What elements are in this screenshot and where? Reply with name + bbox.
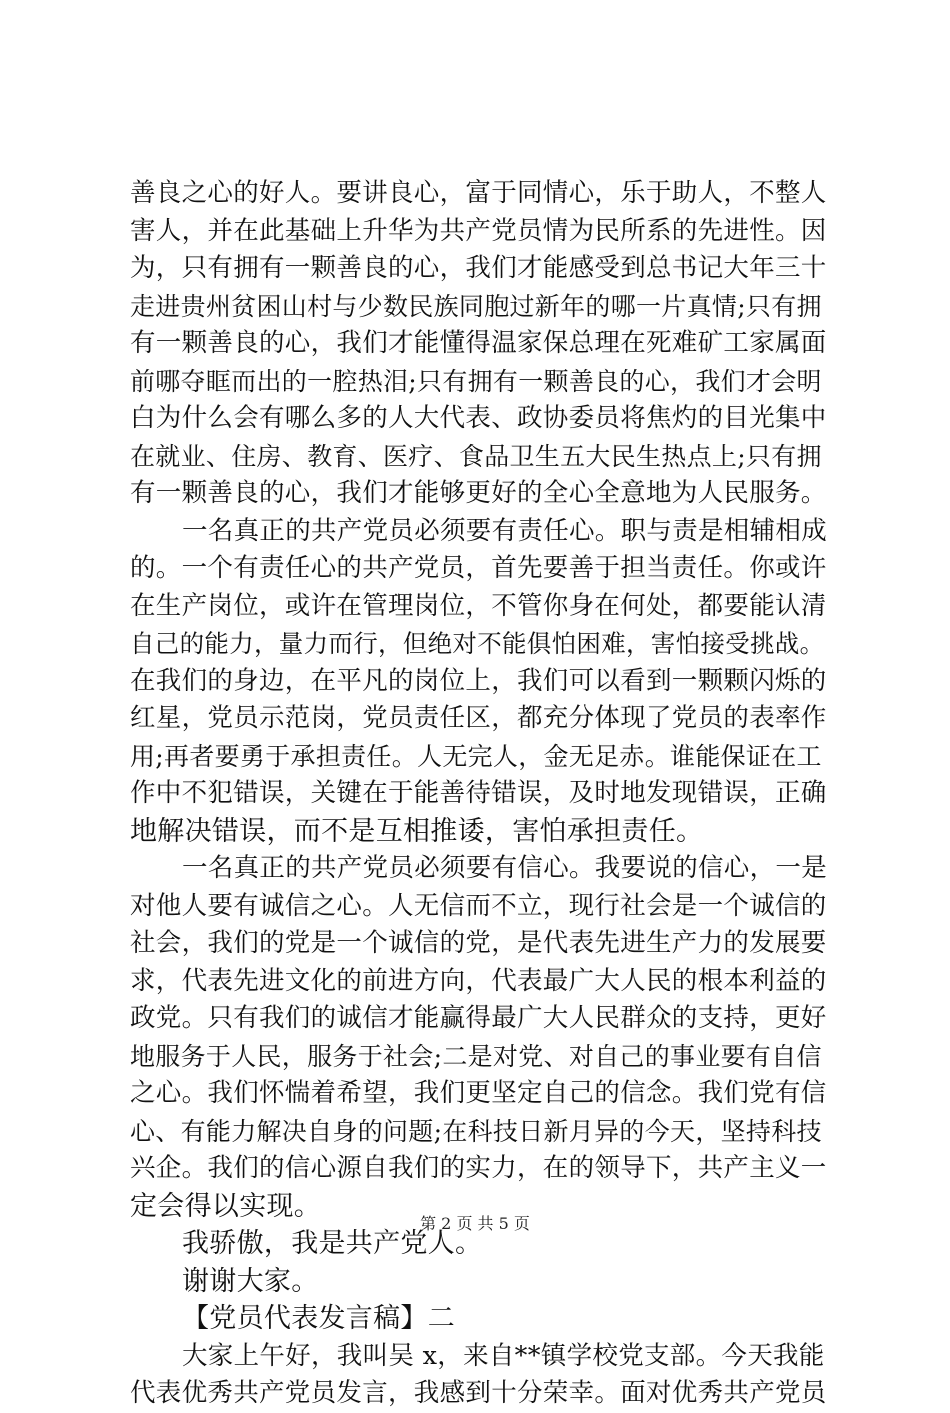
text-line: 代表优秀共产党员发言，我感到十分荣幸。面对优秀共产党员 [130, 1378, 827, 1408]
text-line: 的。一个有责任心的共产党员，首先要善于担当责任。你或许 [130, 553, 827, 583]
text-line: 谢谢大家。 [182, 1265, 319, 1297]
text-line: 心、有能力解决自身的问题;在科技日新月异的今天，坚持科技 [130, 1116, 822, 1146]
text-line: 白为什么会有哪么多的人大代表、政协委员将焦灼的目光集中 [130, 403, 827, 433]
text-line: 自己的能力，量力而行，但绝对不能俱怕困难，害怕接受挑战。 [130, 629, 825, 658]
text-line: 社会，我们的党是一个诚信的党，是代表先进生产力的发展要 [130, 928, 827, 958]
text-line: 善良之心的好人。要讲良心，富于同情心，乐于助人，不整人 [130, 178, 827, 208]
text-line: 在我们的身边，在平凡的岗位上，我们可以看到一颗颗闪烁的 [130, 665, 827, 696]
text-line: 用;再者要勇于承担责任。人无完人，金无足赤。谁能保证在工 [130, 741, 822, 771]
text-line: 地服务于人民，服务于社会;二是对党、对自己的事业要有自信 [130, 1041, 822, 1071]
text-line: 有一颗善良的心，我们才能够更好的全心全意地为人民服务。 [130, 478, 827, 508]
text-line: 大家上午好，我叫吴 x，来自**镇学校党支部。今天我能 [182, 1340, 825, 1371]
text-line: 为，只有拥有一颗善良的心，我们才能感受到总书记大年三十 [130, 253, 827, 283]
page-footer: 第 2 页 共 5 页 [420, 1214, 530, 1233]
text-line: 在就业、住房、教育、医疗、食品卫生五大民生热点上;只有拥 [130, 441, 822, 471]
text-line: 红星，党员示范岗，党员责任区，都充分体现了党员的表率作 [130, 703, 827, 733]
text-line: 在生产岗位，或许在管理岗位，不管你身在何处，都要能认清 [130, 590, 827, 621]
text-line: 之心。我们怀惴着希望，我们更坚定自己的信念。我们党有信 [130, 1078, 827, 1108]
text-line: 有一颗善良的心，我们才能懂得温家保总理在死难矿工家属面 [130, 328, 827, 358]
text-line: 害人，并在此基础上升华为共产党员情为民所系的先进性。因 [130, 215, 827, 246]
text-line: 地解决错误，而不是互相推诿，害怕承担责任。 [130, 815, 704, 847]
text-line: 我骄傲，我是共产党人。 [182, 1228, 483, 1259]
text-line: 走进贵州贫困山村与少数民族同胞过新年的哪一片真情;只有拥 [130, 291, 822, 321]
text-line: 兴企。我们的信心源自我们的实力，在的领导下，共产主义一 [130, 1153, 827, 1183]
text-line: 政党。只有我们的诚信才能赢得最广大人民群众的支持，更好 [130, 1003, 827, 1033]
text-line: 一名真正的共产党员必须要有信心。我要说的信心，一是 [182, 853, 828, 883]
text-line: 作中不犯错误，关键在于能善待错误，及时地发现错误，正确 [130, 778, 827, 808]
text-line: 【党员代表发言稿】二 [182, 1303, 455, 1334]
text-line: 求，代表先进文化的前进方向，代表最广大人民的根本利益的 [130, 965, 827, 996]
text-line: 定会得以实现。 [130, 1190, 322, 1222]
text-line: 对他人要有诚信之心。人无信而不立，现行社会是一个诚信的 [130, 890, 827, 921]
text-line: 一名真正的共产党员必须要有责任心。职与责是相辅相成 [182, 515, 828, 546]
text-line: 前哪夺眶而出的一腔热泪;只有拥有一颗善良的心，我们才会明 [130, 366, 822, 396]
